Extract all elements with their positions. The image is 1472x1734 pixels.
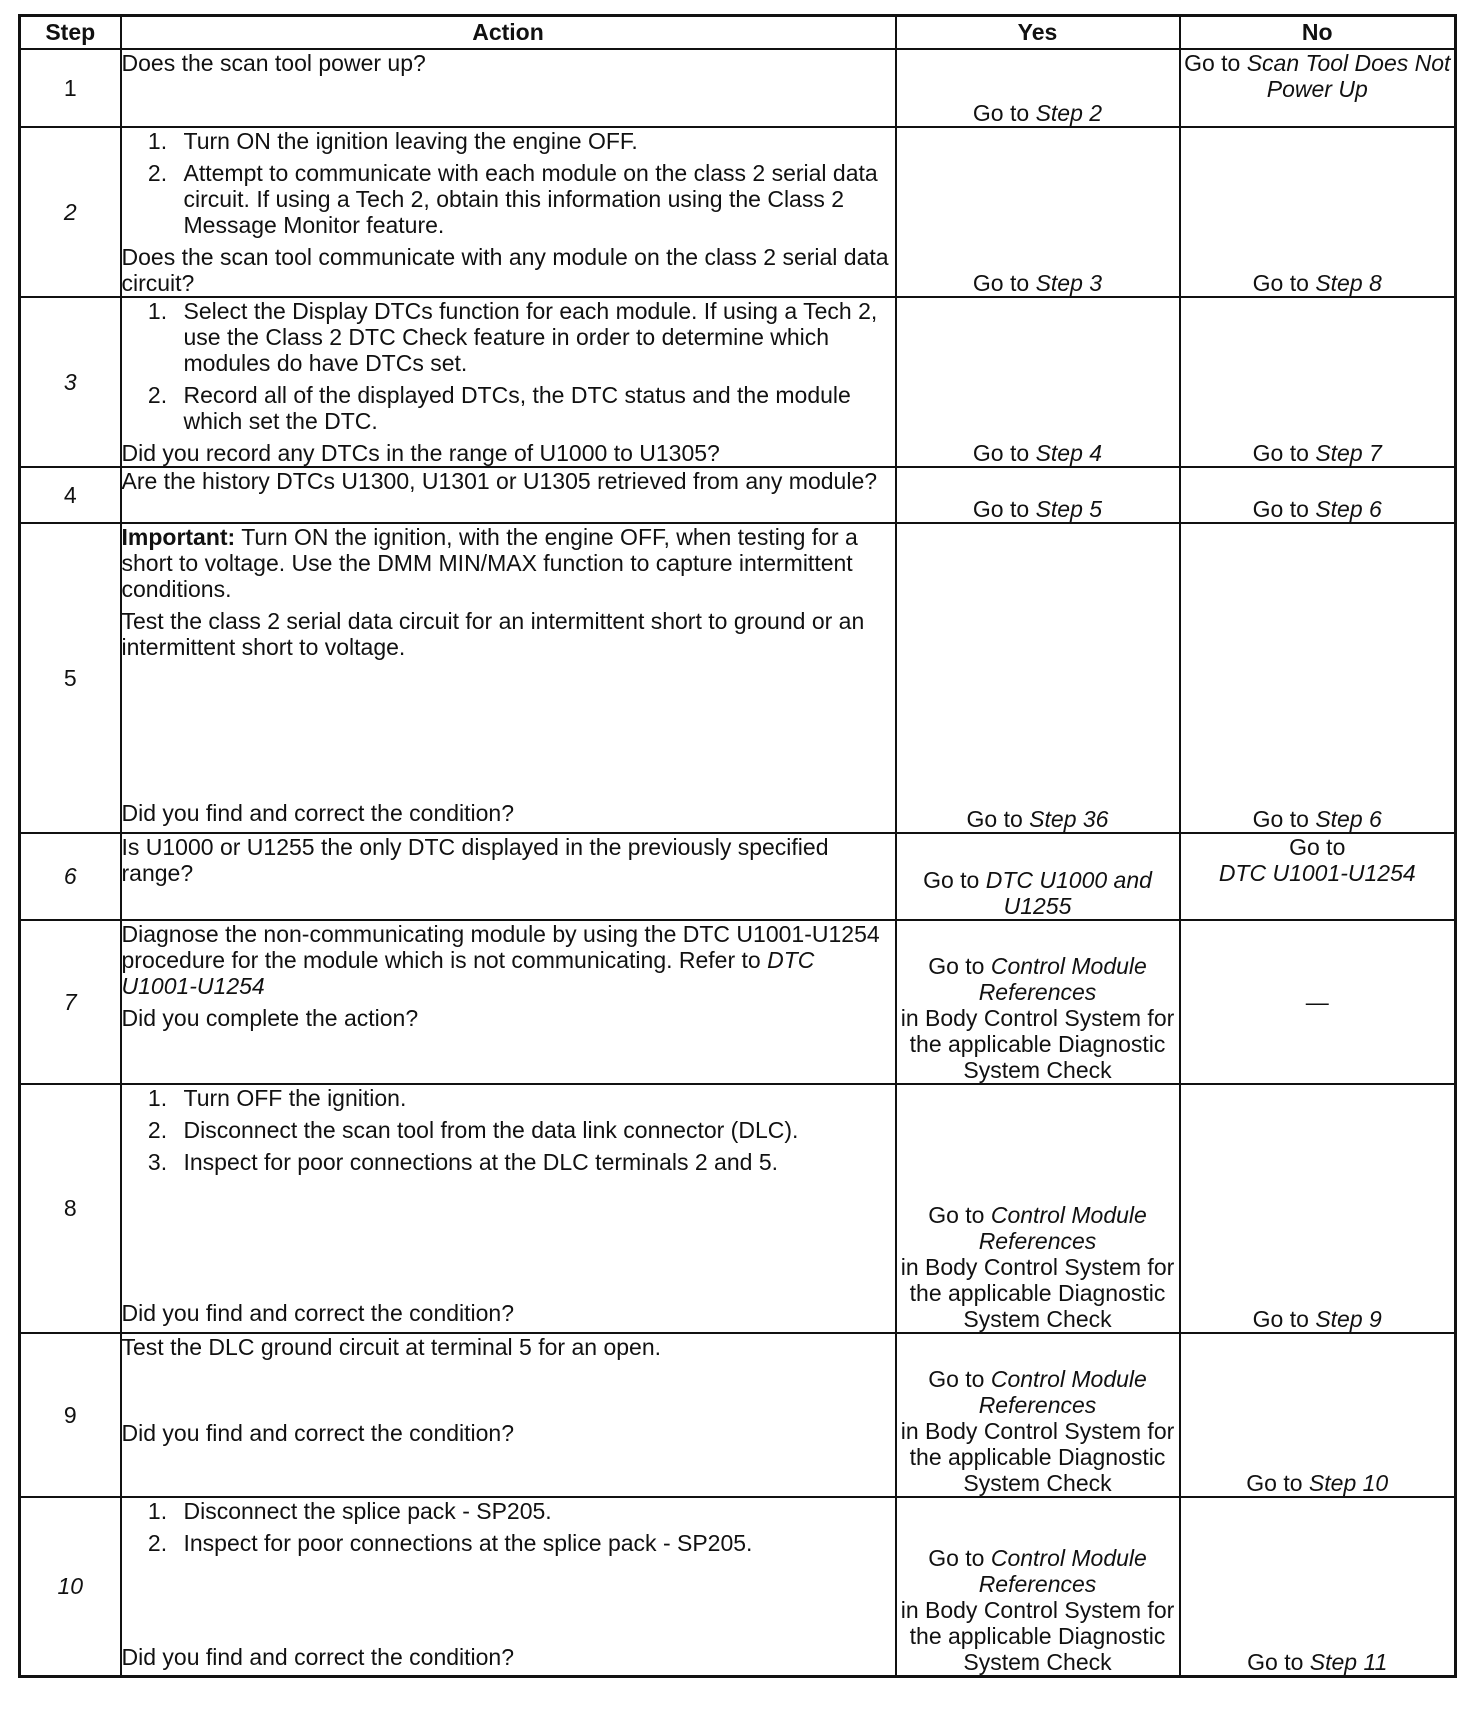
yes-cell xyxy=(896,127,1180,297)
yes-link[interactable]: Control Module References xyxy=(978,952,1147,1005)
yes-link[interactable]: Step 36 xyxy=(1029,805,1109,832)
action-steps xyxy=(122,1085,895,1181)
no-link[interactable]: Step 7 xyxy=(1315,439,1382,466)
instruction-link[interactable]: DTC U1001-U1254 xyxy=(121,946,815,999)
question-text: Did you find and correct the condition? xyxy=(121,1419,515,1446)
table-row xyxy=(20,1333,1456,1497)
yes-suffix: in Body Control System for the applicable Diagnostic System Check xyxy=(900,1597,1175,1675)
yes-prefix: Go to xyxy=(928,1545,991,1571)
header-step: Step xyxy=(20,16,121,49)
action-steps xyxy=(122,1498,895,1562)
question-text: Is U1000 or U1255 the only DTC displayed in the previously specified range? xyxy=(121,833,829,886)
important-note xyxy=(122,524,895,602)
question-text: Did you complete the action? xyxy=(121,1004,419,1031)
action-step-item: 1. Disconnect the splice pack - SP205. xyxy=(174,1498,895,1524)
question-text: Did you find and correct the condition? xyxy=(121,799,515,826)
no-cell xyxy=(1180,49,1456,127)
header-yes: Yes xyxy=(896,16,1180,49)
yes-cell xyxy=(896,1333,1180,1497)
step-number: 10 xyxy=(20,1497,121,1677)
yes-prefix: Go to xyxy=(928,1365,991,1392)
no-prefix: Go to xyxy=(1252,495,1316,522)
no-prefix: Go to xyxy=(1289,833,1346,860)
yes-cell xyxy=(896,523,1180,833)
table-row xyxy=(20,920,1456,1084)
yes-prefix: Go to xyxy=(972,269,1036,296)
table-row xyxy=(20,1084,1456,1333)
no-link[interactable]: Step 9 xyxy=(1315,1305,1382,1332)
yes-link[interactable]: Control Module References xyxy=(978,1365,1147,1418)
no-link[interactable]: Step 10 xyxy=(1308,1469,1389,1496)
no-link[interactable]: Step 6 xyxy=(1315,805,1382,832)
yes-link[interactable]: Step 5 xyxy=(1035,495,1103,522)
no-prefix: Go to xyxy=(1246,1469,1309,1496)
step-number: 6 xyxy=(20,833,121,920)
no-cell xyxy=(1180,1497,1456,1677)
question-text: Did you find and correct the condition? xyxy=(121,1299,515,1326)
yes-suffix: in Body Control System for the applicable Diagnostic System Check xyxy=(900,1253,1175,1332)
yes-suffix: in Body Control System for the applicable Diagnostic System Check xyxy=(900,1004,1175,1083)
yes-prefix: Go to xyxy=(928,1201,991,1228)
action-step-item: 2. Record all of the displayed DTCs, the DTC status and the module which set the DTC. xyxy=(174,382,895,434)
no-link[interactable]: Step 8 xyxy=(1315,269,1382,296)
yes-prefix: Go to xyxy=(972,99,1036,126)
no-dash: — xyxy=(1305,988,1329,1015)
yes-prefix: Go to xyxy=(966,805,1030,832)
table-row xyxy=(20,1497,1456,1677)
action-cell xyxy=(121,523,896,833)
no-cell xyxy=(1180,127,1456,297)
no-cell xyxy=(1180,297,1456,467)
question-text: Did you record any DTCs in the range of U1000 to U1305? xyxy=(121,439,720,466)
step-number: 4 xyxy=(20,467,121,523)
action-cell xyxy=(121,297,896,467)
no-cell xyxy=(1180,920,1456,1084)
no-link[interactable]: Scan Tool Does Not Power Up xyxy=(1246,49,1451,102)
no-prefix: Go to xyxy=(1252,269,1316,296)
yes-cell xyxy=(896,297,1180,467)
yes-cell xyxy=(896,833,1180,920)
no-link[interactable]: Step 11 xyxy=(1309,1649,1388,1675)
action-cell xyxy=(121,1333,896,1497)
action-cell xyxy=(121,833,896,920)
instruction-text: Test the DLC ground circuit at terminal 5 for an open. xyxy=(121,1333,662,1360)
table-row xyxy=(20,127,1456,297)
action-cell xyxy=(121,1084,896,1333)
action-cell xyxy=(121,920,896,1084)
yes-prefix: Go to xyxy=(928,952,991,979)
no-cell xyxy=(1180,1333,1456,1497)
question-text: Are the history DTCs U1300, U1301 or U1305 retrieved from any module? xyxy=(121,467,878,494)
step-number: 7 xyxy=(20,920,121,1084)
no-cell xyxy=(1180,467,1456,523)
table-row xyxy=(20,297,1456,467)
no-cell xyxy=(1180,833,1456,920)
yes-suffix: in Body Control System for the applicable Diagnostic System Check xyxy=(900,1417,1175,1496)
header-row xyxy=(20,16,1456,49)
question-text: Does the scan tool power up? xyxy=(121,49,426,76)
yes-cell xyxy=(896,467,1180,523)
instruction-text: Test the class 2 serial data circuit for an intermittent short to ground or an intermittent short to voltage. xyxy=(121,607,865,660)
yes-link[interactable]: DTC U1000 and U1255 xyxy=(985,866,1152,919)
action-steps xyxy=(122,298,895,434)
important-text: Turn ON the ignition, with the engine OFF, when testing for a short to voltage. Use the DMM MIN/MAX function to capture intermittent conditions. xyxy=(121,523,858,602)
action-cell xyxy=(121,1497,896,1677)
diagnostic-table xyxy=(18,14,1457,1678)
action-step-item: 2. Inspect for poor connections at the splice pack - SP205. xyxy=(174,1530,895,1556)
yes-link[interactable]: Step 3 xyxy=(1035,269,1103,296)
no-prefix: Go to xyxy=(1184,49,1247,76)
table-row xyxy=(20,833,1456,920)
step-number: 2 xyxy=(20,127,121,297)
important-label: Important: xyxy=(121,523,236,550)
action-cell xyxy=(121,127,896,297)
yes-prefix: Go to xyxy=(923,866,986,893)
action-cell xyxy=(121,467,896,523)
yes-cell xyxy=(896,1084,1180,1333)
step-number: 3 xyxy=(20,297,121,467)
yes-link[interactable]: Control Module References xyxy=(978,1201,1147,1254)
yes-cell xyxy=(896,49,1180,127)
step-number: 8 xyxy=(20,1084,121,1333)
step-number: 1 xyxy=(20,49,121,127)
instruction-text xyxy=(122,921,895,999)
no-prefix: Go to xyxy=(1247,1649,1310,1675)
no-prefix: Go to xyxy=(1252,805,1316,832)
table-row xyxy=(20,49,1456,127)
table-row xyxy=(20,467,1456,523)
instruction-body: Diagnose the non-communicating module by using the DTC U1001-U1254 procedure for the module which is not communicating. Refer to xyxy=(121,920,880,973)
action-step-item: 2. Attempt to communicate with each module on the class 2 serial data circuit. If using a Tech 2, obtain this information using the Class 2 Message Monitor feature. xyxy=(174,160,895,238)
table-row xyxy=(20,523,1456,833)
action-step-item: 1. Select the Display DTCs function for each module. If using a Tech 2, use the Class 2 DTC Check feature in order to determine which modules do have DTCs set. xyxy=(174,298,895,376)
yes-cell xyxy=(896,1497,1180,1677)
no-cell xyxy=(1180,1084,1456,1333)
no-cell xyxy=(1180,523,1456,833)
action-step-item: 3. Inspect for poor connections at the DLC terminals 2 and 5. xyxy=(174,1149,895,1175)
action-steps xyxy=(122,128,895,238)
no-link[interactable]: DTC U1001-U1254 xyxy=(1218,859,1416,886)
no-prefix: Go to xyxy=(1252,1305,1316,1332)
question-text: Does the scan tool communicate with any module on the class 2 serial data circuit? xyxy=(121,243,889,296)
yes-link[interactable]: Step 4 xyxy=(1035,439,1103,466)
step-number: 9 xyxy=(20,1333,121,1497)
action-step-item: 2. Disconnect the scan tool from the data link connector (DLC). xyxy=(174,1117,895,1143)
step-number: 5 xyxy=(20,523,121,833)
no-prefix: Go to xyxy=(1252,439,1316,466)
header-action: Action xyxy=(121,16,896,49)
yes-prefix: Go to xyxy=(972,495,1036,522)
yes-link[interactable]: Control Module References xyxy=(978,1545,1147,1597)
yes-link[interactable]: Step 2 xyxy=(1035,99,1103,126)
header-no: No xyxy=(1180,16,1456,49)
action-step-item: 1. Turn OFF the ignition. xyxy=(174,1085,895,1111)
no-link[interactable]: Step 6 xyxy=(1315,495,1382,522)
yes-cell xyxy=(896,920,1180,1084)
yes-prefix: Go to xyxy=(972,439,1036,466)
action-step-item: 1. Turn ON the ignition leaving the engine OFF. xyxy=(174,128,895,154)
action-cell xyxy=(121,49,896,127)
question-text: Did you find and correct the condition? xyxy=(121,1643,515,1670)
